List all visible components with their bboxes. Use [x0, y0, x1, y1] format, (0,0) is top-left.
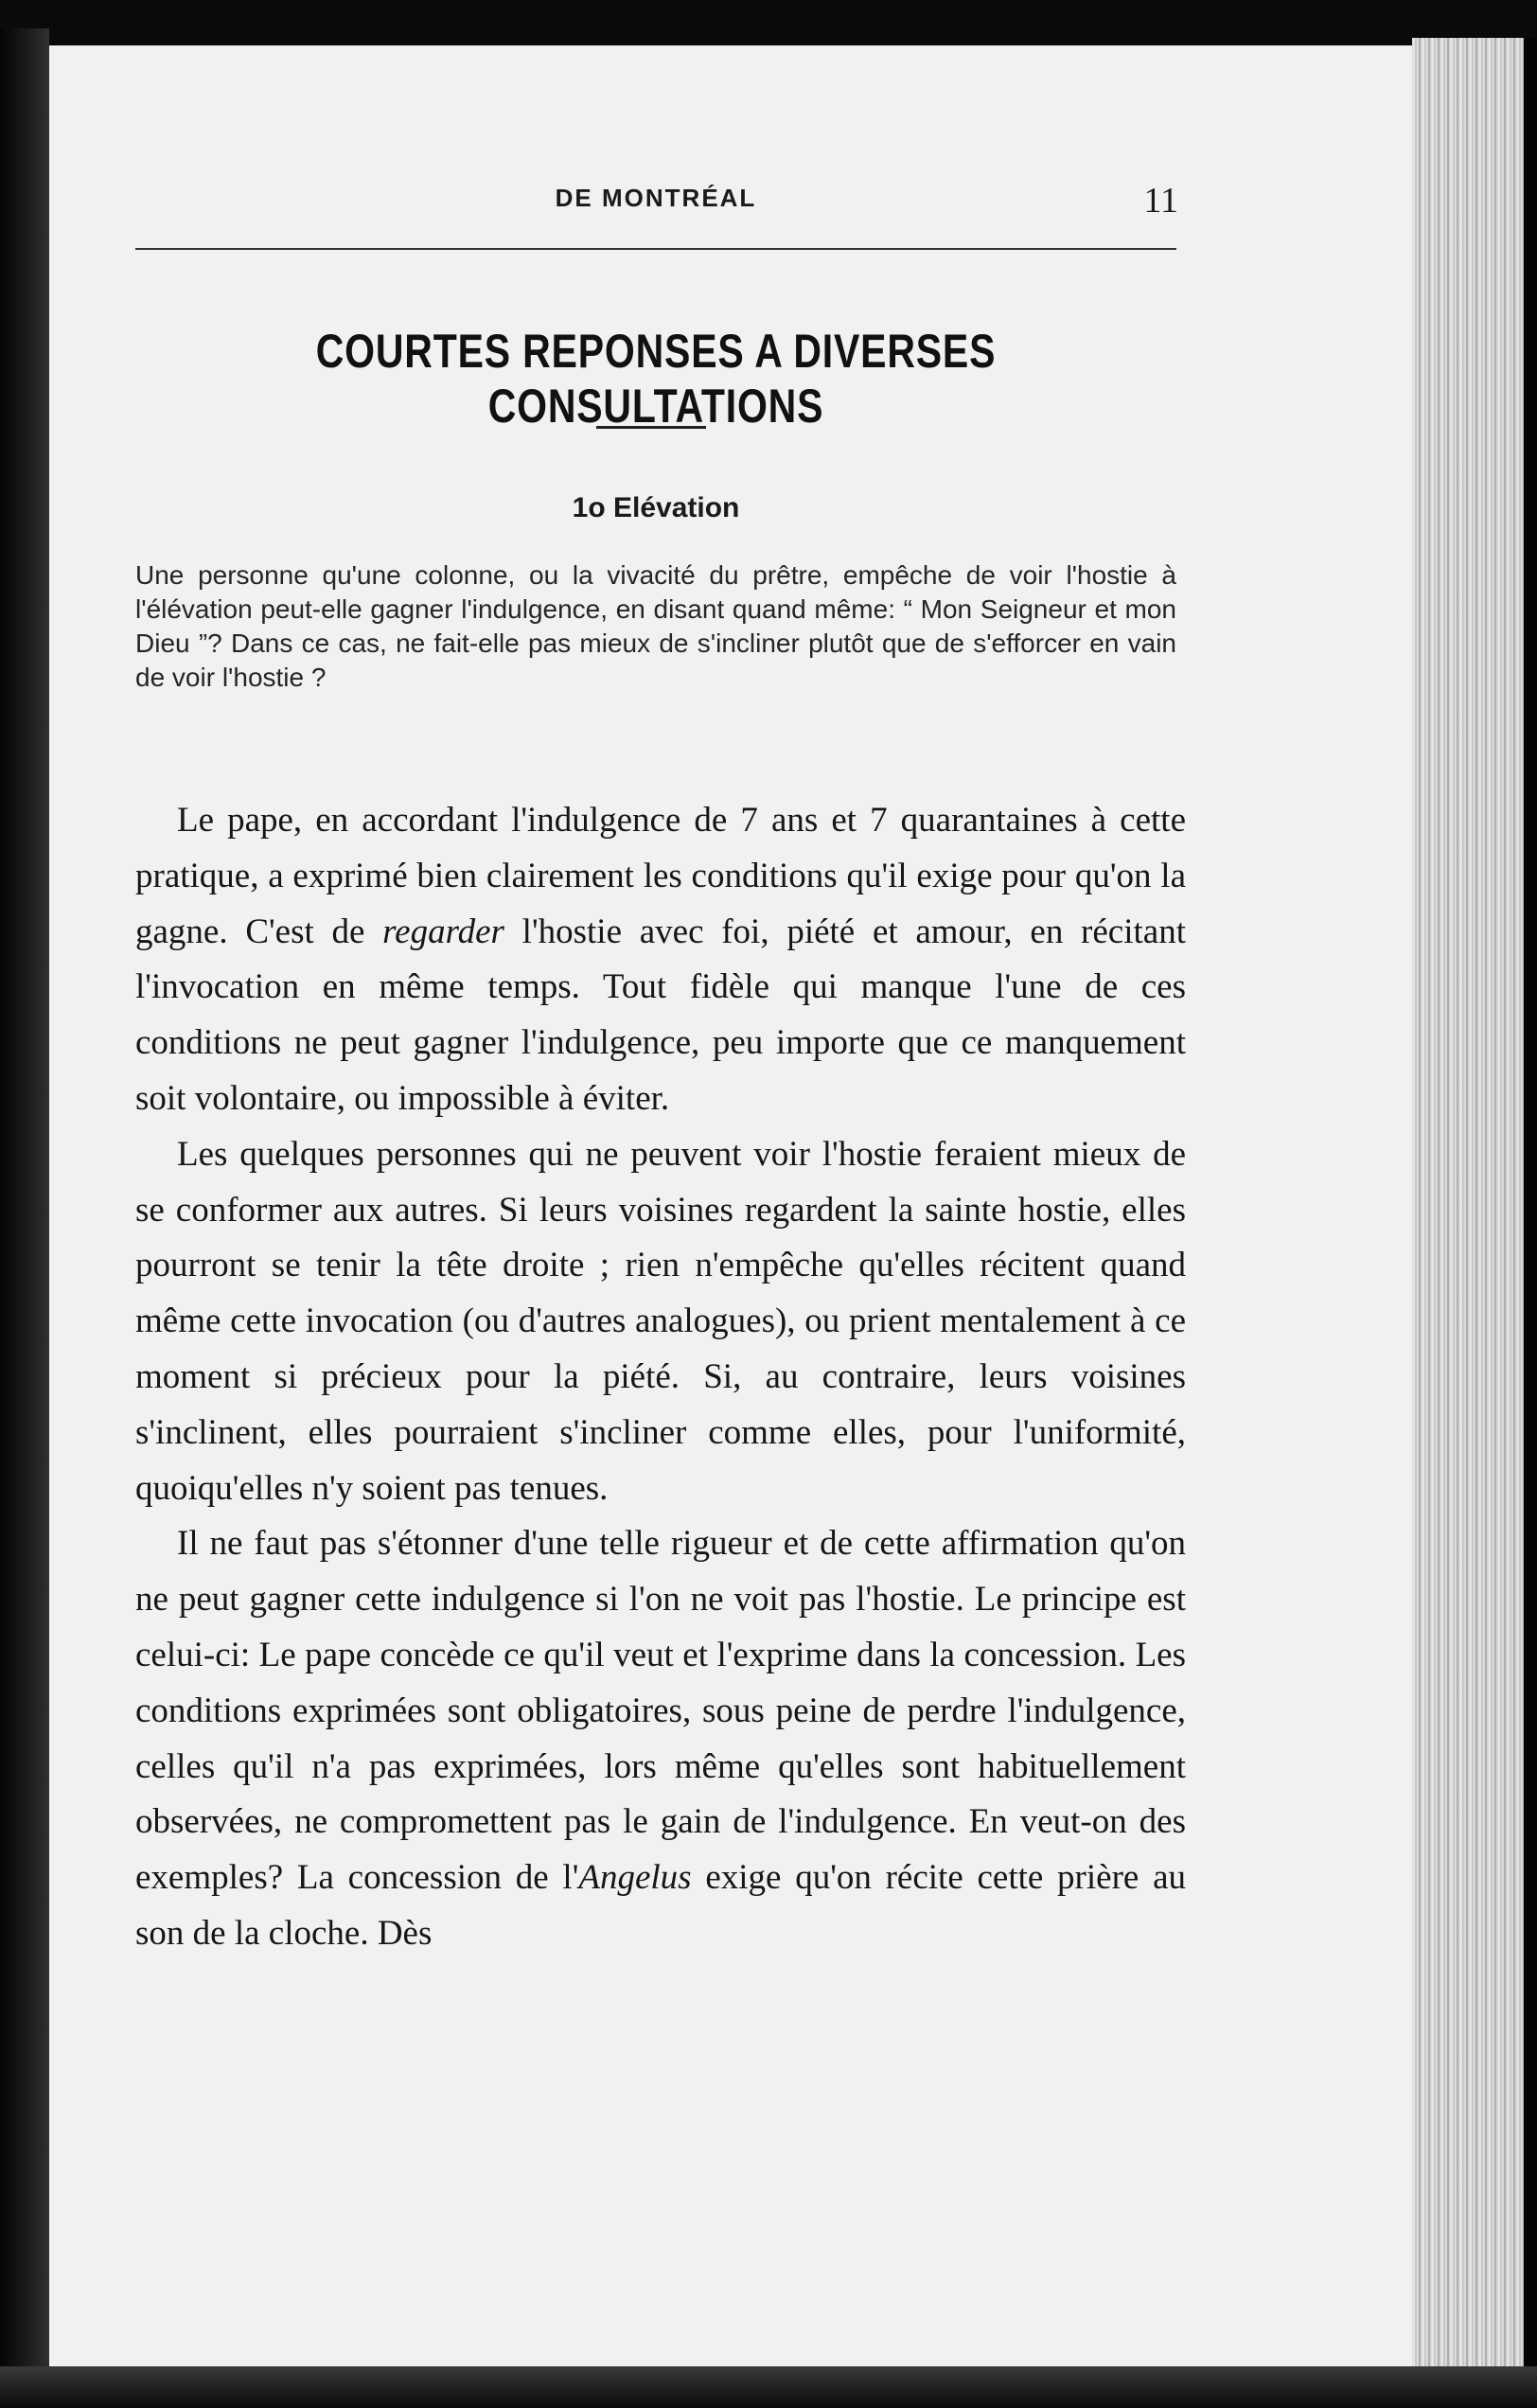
answer-paragraph-1-emphasis: regarder: [382, 912, 504, 951]
scan-top-border: [0, 0, 1537, 49]
answer-paragraph-1-text-b: l'hostie avec foi, piété et amour, en récitant l'invocation en même temps. Tout fidèle qui manque l'une de ces conditions ne peut gagner l'indulgence, peu importe que ce manquement soit volontaire, ou impossible à éviter.: [135, 912, 1186, 1118]
answer-paragraph-1: [135, 793, 1186, 1127]
answer-paragraph-3-text-a: Il ne faut pas s'étonner d'une telle rigueur et de cette affirmation qu'on ne peut gagner cette indulgence si l'on ne voit pas l'hostie. Le principe est celui-ci: Le pape concède ce qu'il veut et l'exprime dans la concession. Les conditions exprimées sont obligatoires, sous peine de perdre l'indulgence, celles qu'il n'a pas exprimées, lors même qu'elles sont habituellement observées, ne compromettent pas le gain de l'indulgence. En veut-on des exemples? La concession de l': [135, 1524, 1186, 1898]
answer-paragraph-3: [135, 1516, 1186, 1961]
answer-paragraph-3-emphasis: Angelus: [578, 1858, 692, 1898]
running-title: DE MONTRÉAL: [555, 184, 757, 212]
page-number: 11: [1143, 181, 1178, 221]
answer-paragraph-2: Les quelques personnes qui ne peuvent voir l'hostie feraient mieux de se conformer aux autres. Si leurs voisines regardent la sainte hostie, elles pourront se tenir la tête droite ; rien n'empêche qu'elles récitent quand même cette invocation (ou d'autres analogues), ou prient mentalement à ce moment si précieux pour la piété. Si, au contraire, leurs voisines s'inclinent, elles pourraient s'incliner comme elles, pour l'uniformité, quoiqu'elles n'y soient pas tenues.: [135, 1134, 1186, 1508]
answer-paragraph-3-text-b: exige qu'on récite cette prière au son de la cloche. Dès: [135, 1858, 1186, 1953]
answer-body: [135, 793, 1186, 1962]
question-paragraph: Une personne qu'une colonne, ou la vivacité du prêtre, empêche de voir l'hostie à l'élévation peut-elle gagner l'indulgence, en disant quand même: “ Mon Seigneur et mon Dieu ”? Dans ce cas, ne fait-elle pas mieux de s'incliner plutôt que de s'efforcer en vain de voir l'hostie ?: [135, 560, 1176, 692]
scan-bottom-border: [0, 2366, 1537, 2408]
title-divider: [596, 426, 706, 429]
answer-paragraph-1-text-a: Le pape, en accordant l'indulgence de 7 ans et 7 quarantaines à cette pratique, a exprimé bien clairement les conditions qu'il exige pour qu'on la gagne. C'est de: [135, 801, 1186, 951]
book-spine-shadow: [0, 28, 49, 2408]
page-edges-stack: [1412, 38, 1524, 2385]
section-heading: 1o Elévation: [572, 492, 740, 523]
running-head: [135, 180, 1176, 227]
header-rule: [135, 248, 1176, 250]
article-title: COURTES REPONSES A DIVERSES CONSULTATIONS: [315, 325, 997, 433]
